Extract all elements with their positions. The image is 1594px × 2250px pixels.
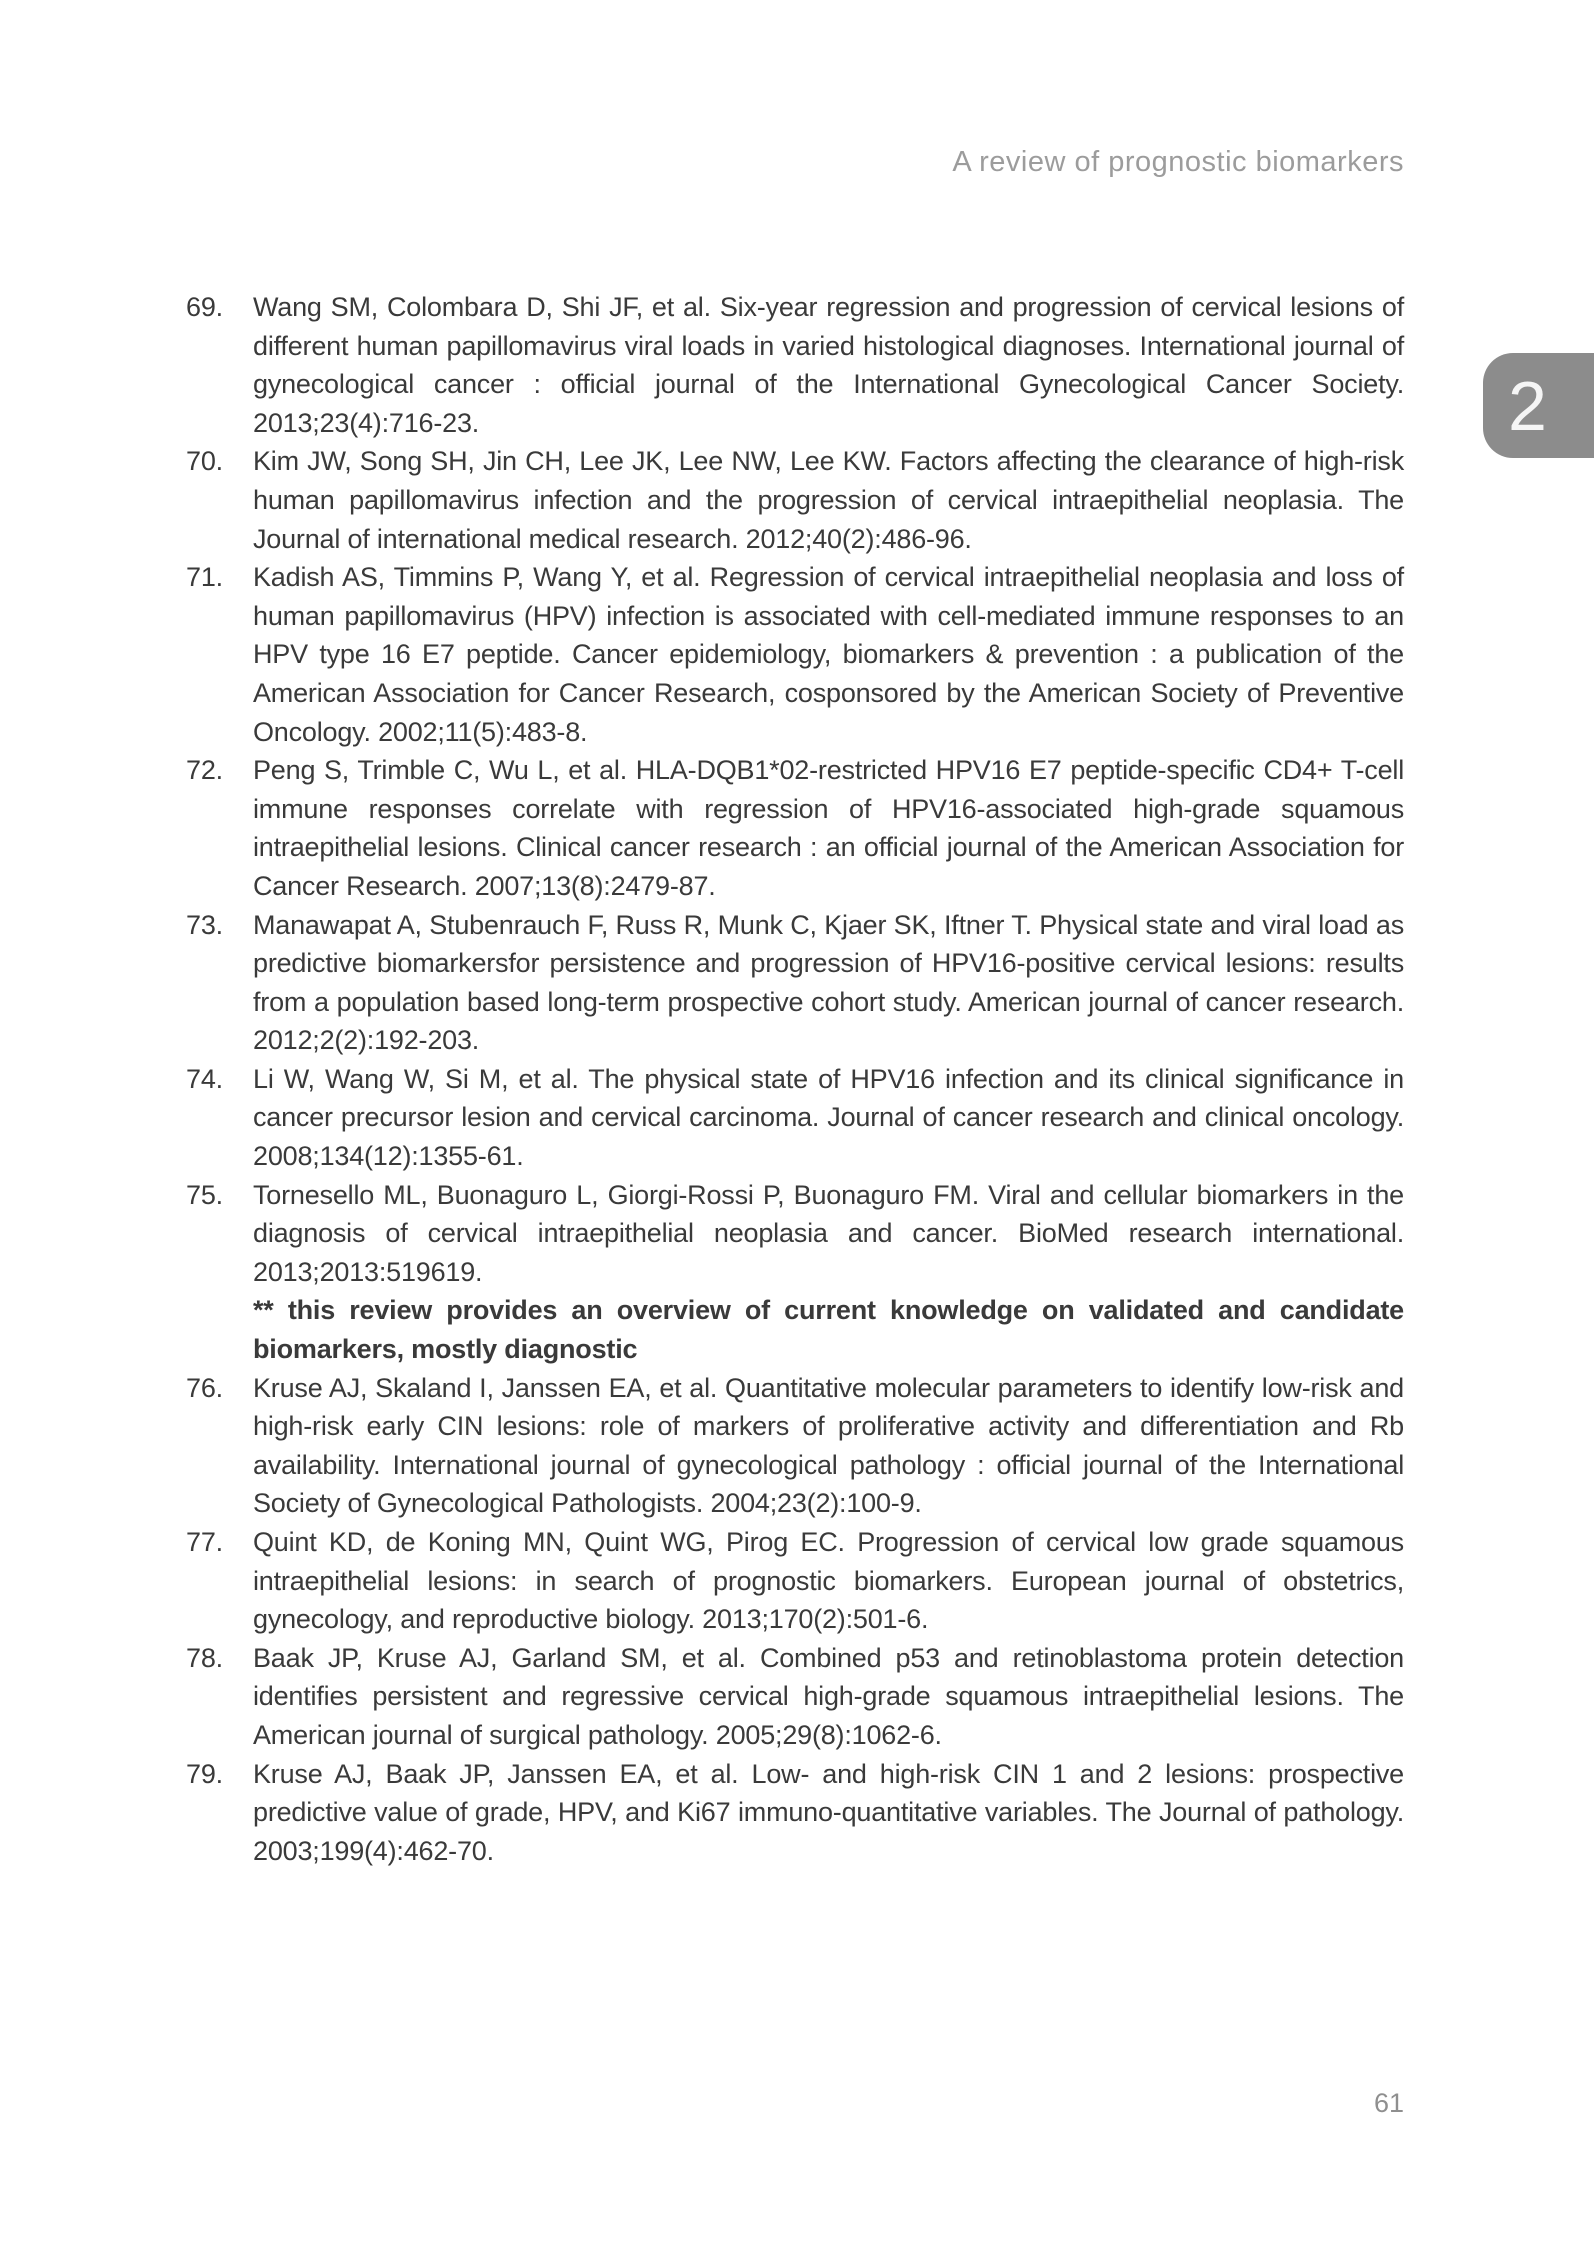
reference-item: [186, 1755, 1404, 1871]
reference-text: Kruse AJ, Baak JP, Janssen EA, et al. Low- and high-risk CIN 1 and 2 lesions: prospective predictive value of grade, HPV, and Ki67 immuno-quantitative variables. The Journal of pathology. 2003;199(4):462-70.: [253, 1758, 1404, 1866]
reference-text: Manawapat A, Stubenrauch F, Russ R, Munk C, Kjaer SK, Iftner T. Physical state and viral load as predictive biomarkersfor persistence and progression of HPV16-positive cervical lesions: results from a population based long-term prospective cohort study. American journal of cancer research. 2012;2(2):192-203.: [253, 909, 1404, 1056]
reference-text: Li W, Wang W, Si M, et al. The physical state of HPV16 infection and its clinical significance in cancer precursor lesion and cervical carcinoma. Journal of cancer research and clinical oncology. 2008;134(12):1355-61.: [253, 1063, 1404, 1172]
reference-item: [186, 1369, 1404, 1523]
reference-text: Peng S, Trimble C, Wu L, et al. HLA-DQB1*02-restricted HPV16 E7 peptide-specific CD4+ T-cell immune responses correlate with regression of HPV16-associated high-grade squamous intraepithelial lesions. Clinical cancer research : an official journal of the American Association for Cancer Research. 2007;13(8):2479-87.: [253, 755, 1404, 901]
page-number: 61: [1374, 2088, 1405, 2118]
reference-number: 74.: [186, 1063, 223, 1094]
reference-number: 73.: [186, 909, 223, 940]
reference-number: 78.: [186, 1642, 223, 1673]
reference-number: 75.: [186, 1179, 223, 1210]
reference-text: Kim JW, Song SH, Jin CH, Lee JK, Lee NW, Lee KW. Factors affecting the clearance of high-risk human papillomavirus infection and the progression of cervical intraepithelial neoplasia. The Journal of international medical research. 2012;40(2):486-96.: [253, 446, 1404, 554]
reference-number: 79.: [186, 1758, 223, 1789]
reference-text: Tornesello ML, Buonaguro L, Giorgi-Rossi P, Buonaguro FM. Viral and cellular biomarkers in the diagnosis of cervical intraepithelial neoplasia and cancer. BioMed research international. 2013;2013:519619.: [253, 1179, 1404, 1287]
reference-item: [186, 288, 1404, 442]
reference-text: Quint KD, de Koning MN, Quint WG, Pirog EC. Progression of cervical low grade squamous intraepithelial lesions: in search of prognostic biomarkers. European journal of obstetrics, gynecology, and reproductive biology. 2013;170(2):501-6.: [253, 1527, 1404, 1635]
reference-number: 71.: [186, 562, 223, 593]
reference-text: Baak JP, Kruse AJ, Garland SM, et al. Combined p53 and retinoblastoma protein detection identifies persistent and regressive cervical high-grade squamous intraepithelial lesions. The American journal of surgical pathology. 2005;29(8):1062-6.: [253, 1642, 1404, 1750]
reference-item: [186, 1176, 1404, 1369]
reference-text: Wang SM, Colombara D, Shi JF, et al. Six-year regression and progression of cervical lesions of different human papillomavirus viral loads in varied histological diagnoses. International journal of gynecological cancer : official journal of the International Gynecological Cancer Society. 2013;23(4):716-23.: [253, 292, 1404, 438]
reference-item: [186, 1060, 1404, 1176]
reference-item: [186, 1523, 1404, 1639]
chapter-tab: [1483, 353, 1594, 458]
reference-annotation: ** this review provides an overview of current knowledge on validated and candidate biomarkers, mostly diagnostic: [253, 1295, 1404, 1365]
reference-item: [186, 1639, 1404, 1755]
reference-item: [186, 751, 1404, 905]
chapter-number: 2: [1508, 366, 1547, 445]
reference-number: 77.: [186, 1527, 223, 1557]
reference-item: [186, 906, 1404, 1060]
reference-item: [186, 558, 1404, 751]
reference-number: 69.: [186, 292, 223, 322]
running-header: A review of prognostic biomarkers: [952, 146, 1404, 178]
reference-item: [186, 442, 1404, 558]
reference-list: [186, 288, 1404, 1870]
reference-text: Kruse AJ, Skaland I, Janssen EA, et al. Quantitative molecular parameters to identify low-risk and high-risk early CIN lesions: role of markers of proliferative activity and differentiation and Rb availability. International journal of gynecological pathology : official journal of the International Society of Gynecological Pathologists. 2004;23(2):100-9.: [253, 1372, 1404, 1519]
reference-text: Kadish AS, Timmins P, Wang Y, et al. Regression of cervical intraepithelial neoplasia and loss of human papillomavirus (HPV) infection is associated with cell-mediated immune responses to an HPV type 16 E7 peptide. Cancer epidemiology, biomarkers & prevention : a publication of the American Association for Cancer Research, cosponsored by the American Society of Preventive Oncology. 2002;11(5):483-8.: [253, 562, 1404, 747]
reference-number: 76.: [186, 1372, 223, 1403]
reference-number: 70.: [186, 446, 223, 477]
reference-number: 72.: [186, 755, 223, 786]
